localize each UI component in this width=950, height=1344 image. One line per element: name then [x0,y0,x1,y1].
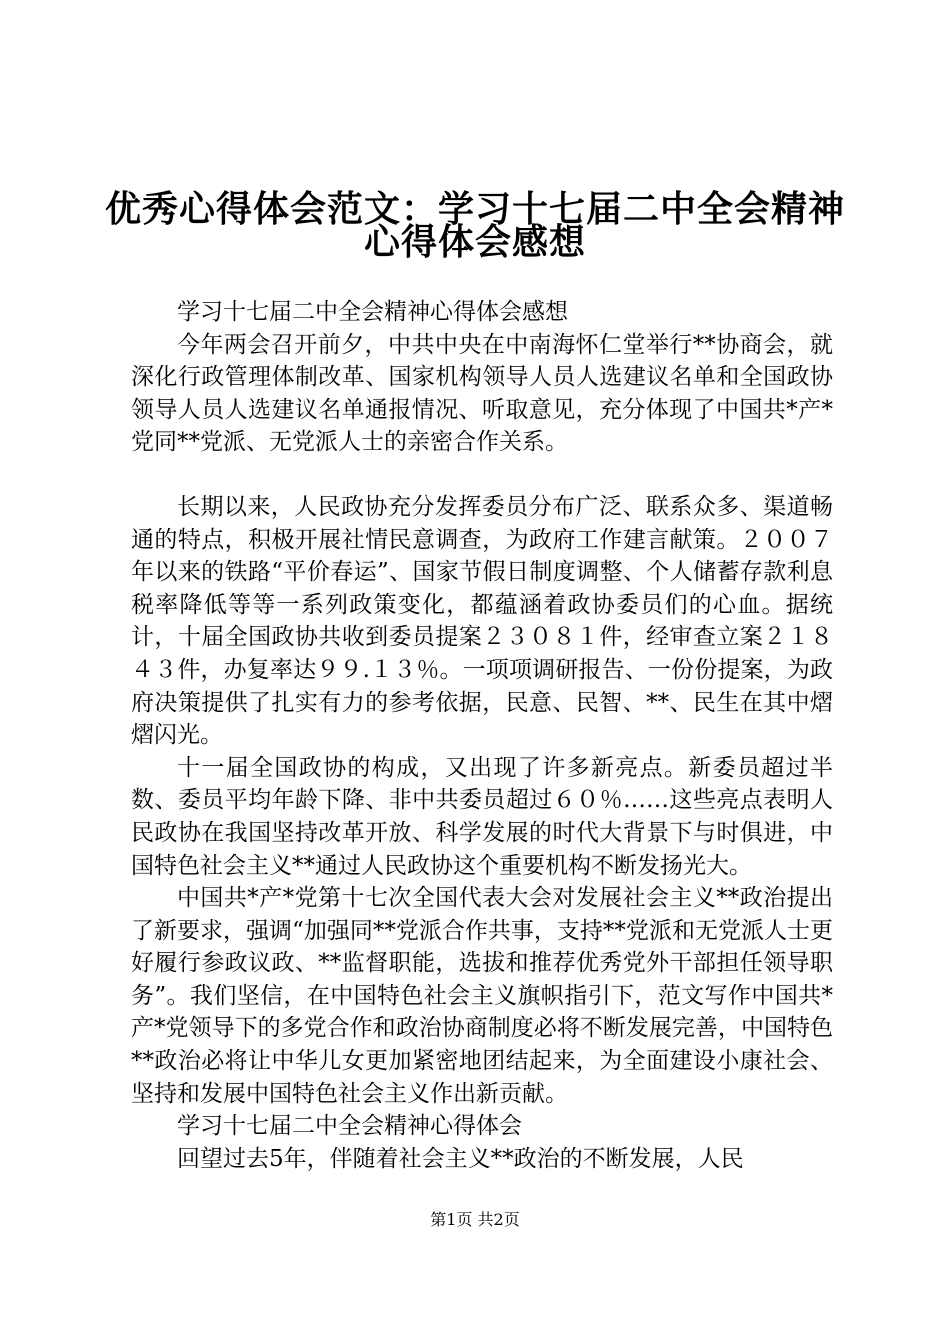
body-paragraph: 今年两会召开前夕，中共中央在中南海怀仁堂举行**协商会，就深化行政管理体制改革、国家机构领导人员人选建议名单和全国政协领导人员人选建议名单通报情况、听取意见，充分体现了中国共*产*党同**党派、无党派人士的亲密合作关系。 [131,331,833,456]
body-paragraph: 长期以来，人民政协充分发挥委员分布广泛、联系众多、渠道畅通的特点，积极开展社情民意调查，为政府工作建言献策。２００７年以来的铁路“平价春运”、国家节假日制度调整、个人储蓄存款利息税率降低等等一系列政策变化，都蕴涵着政协委员们的心血。据统计，十届全国政协共收到委员提案２３０８１件，经审查立案２１８４３件，办复率达９９.１３％。一项项调研报告、一份份提案，为政府决策提供了扎实有力的参考依据，民意、民智、**、民生在其中熠熠闪光。 [131,493,833,749]
body-paragraph: 十一届全国政协的构成，又出现了许多新亮点。新委员超过半数、委员平均年龄下降、非中共委员超过６０％……这些亮点表明人民政协在我国坚持改革开放、科学发展的时代大背景下与时俱进，中国特色社会主义**通过人民政协这个重要机构不断发扬光大。 [131,754,833,879]
document-body [131,296,833,1175]
body-paragraph: 中国共*产*党第十七次全国代表大会对发展社会主义**政治提出了新要求，强调“加强同**党派合作共事，支持**党派和无党派人士更好履行参政议政、**监督职能，选拔和推荐优秀党外干部担任领导职务”。我们坚信，在中国特色社会主义旗帜指引下，范文写作中国共*产*党领导下的多党合作和政治协商制度必将不断发展完善，中国特色**政治必将让中华儿女更加紧密地团结起来，为全面建设小康社会、坚持和发展中国特色社会主义作出新贡献。 [131,885,833,1107]
document-title-line1: 优秀心得体会范文：学习十七届二中全会精神 [104,189,845,230]
paragraph-gap [131,459,833,491]
page-footer: 第1页 共2页 [430,1210,520,1229]
body-paragraph: 回望过去5年，伴随着社会主义**政治的不断发展，人民 [177,1145,744,1172]
section-heading-paragraph: 学习十七届二中全会精神心得体会 [177,1113,522,1140]
subtitle-paragraph: 学习十七届二中全会精神心得体会感想 [177,299,568,325]
document-title-line2: 心得体会感想 [363,222,586,263]
